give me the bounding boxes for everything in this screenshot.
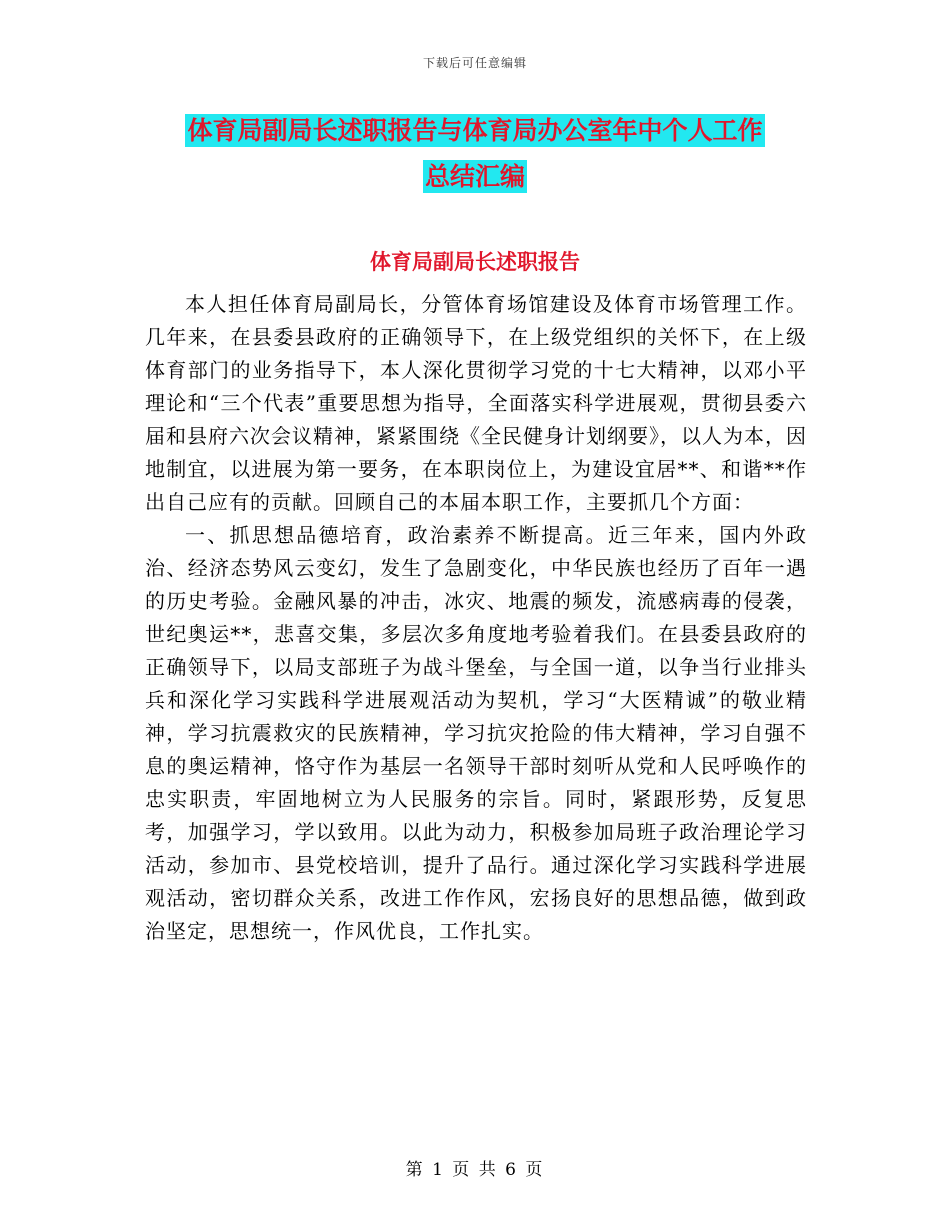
document-title-line-1: 体育局副局长述职报告与体育局办公室年中个人工作 xyxy=(187,116,763,145)
body-text xyxy=(145,288,807,948)
document-title-line-2: 总结汇编 xyxy=(424,162,525,191)
paragraph-intro: 本人担任体育局副局长，分管体育场馆建设及体育市场管理工作。几年来，在县委县政府的正确领导下，在上级党组织的关怀下，在上级体育部门的业务指导下，本人深化贯彻学习党的十七大精神，以邓小平理论和“三个代表”重要思想为指导，全面落实科学进展观，贯彻县委六届和县府六次会议精神，紧紧围绕《全民健身计划纲要》，以人为本，因地制宜，以进展为第一要务，在本职岗位上，为建设宜居**、和谐**作出自己应有的贡献。回顾自己的本届本职工作，主要抓几个方面： xyxy=(145,292,807,514)
page-header-note: 下载后可任意编辑 xyxy=(422,56,527,70)
document-title xyxy=(145,108,805,200)
page-number: 第 1 页 共 6 页 xyxy=(405,1160,545,1180)
section-title: 体育局副局长述职报告 xyxy=(370,250,580,274)
paragraph-section-one: 一、抓思想品德培育，政治素养不断提高。近三年来，国内外政治、经济态势风云变幻，发生了急剧变化，中华民族也经历了百年一遇的历史考验。金融风暴的冲击，冰灾、地震的频发，流感病毒的侵袭，世纪奥运**，悲喜交集，多层次多角度地考验着我们。在县委县政府的正确领导下，以局支部班子为战斗堡垒，与全国一道，以争当行业排头兵和深化学习实践科学进展观活动为契机，学习“大医精诚”的敬业精神，学习抗震救灾的民族精神，学习抗灾抢险的伟大精神，学习自强不息的奥运精神，恪守作为基层一名领导干部时刻听从党和人民呼唤作的忠实职责，牢固地树立为人民服务的宗旨。同时，紧跟形势，反复思考，加强学习，学以致用。以此为动力，积极参加局班子政治理论学习活动，参加市、县党校培训，提升了品行。通过深化学习实践科学进展观活动，密切群众关系，改进工作作风，宏扬良好的思想品德，做到政治坚定，思想统一，作风优良，工作扎实。 xyxy=(145,523,807,943)
